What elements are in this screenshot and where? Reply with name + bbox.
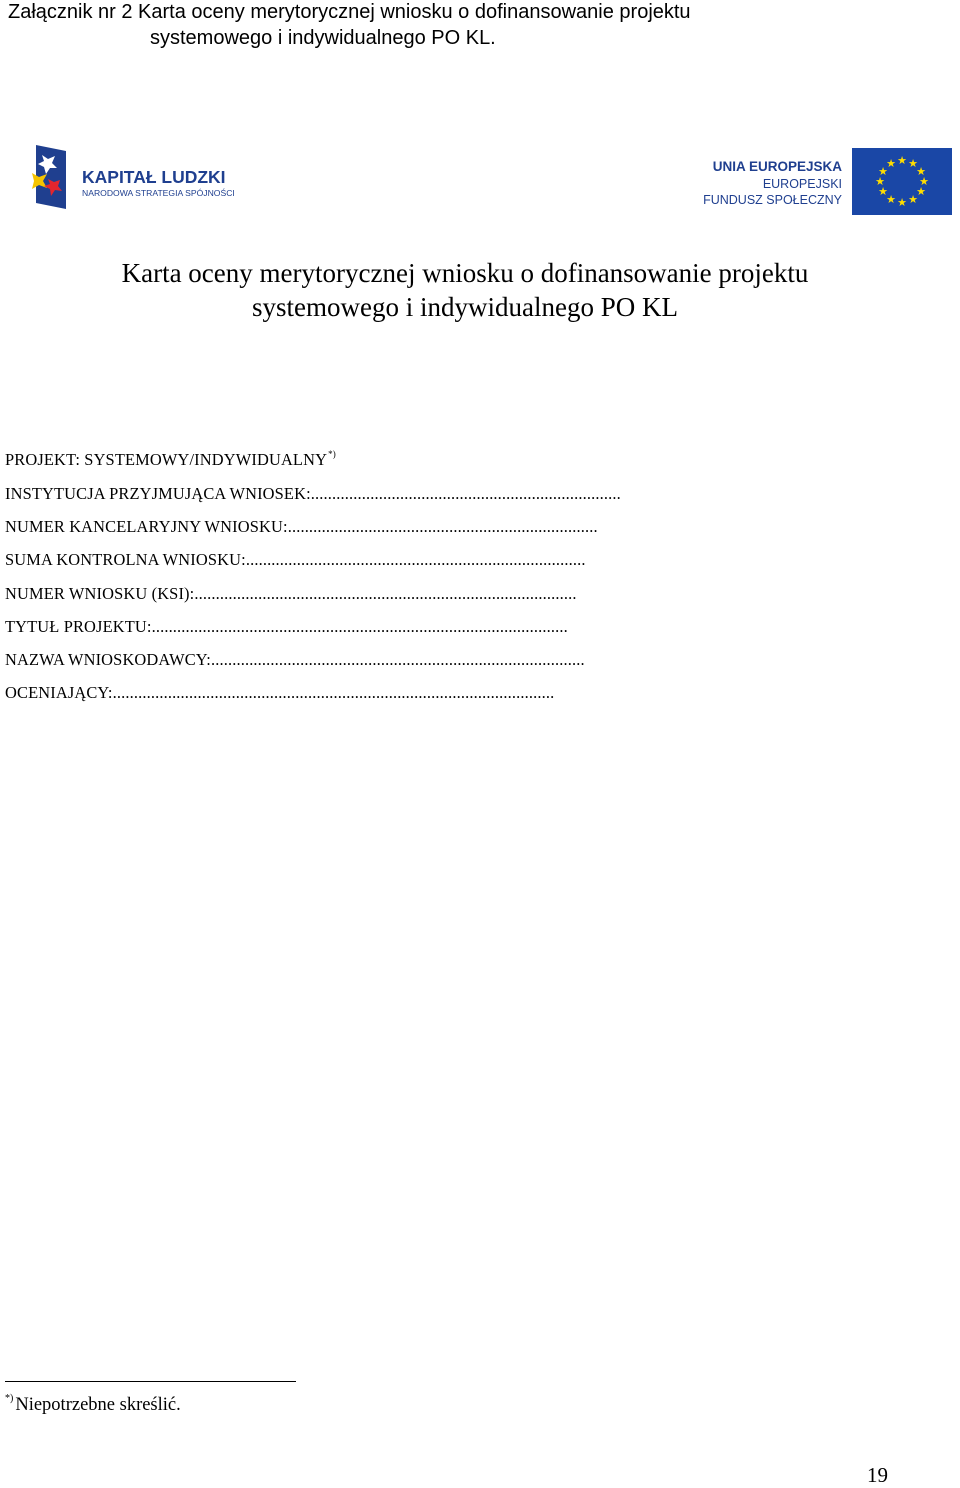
document-title-line-1: Karta oceny merytorycznej wniosku o dofinansowanie projektu [121, 258, 809, 288]
document-title-line-2: systemowego i indywidualnego PO KL [252, 292, 678, 322]
annex-header-line-2: systemowego i indywidualnego PO KL. [150, 27, 496, 49]
kapital-ludzki-logo-name: KAPITAŁ LUDZKI [82, 167, 226, 187]
kapital-ludzki-logo-subtitle: NARODOWA STRATEGIA SPÓJNOŚCI [82, 188, 235, 198]
page-number: 19 [867, 1463, 888, 1487]
footnote-mark: *) [5, 1392, 14, 1404]
ue-logo-line-2: EUROPEJSKI [762, 177, 842, 191]
field-projekt-label: PROJEKT: SYSTEMOWY/INDYWIDUALNY [5, 450, 328, 469]
footnote-reference-mark: *) [328, 448, 336, 459]
svg-text:★: ★ [916, 185, 926, 198]
svg-text:★: ★ [897, 196, 907, 209]
field-nazwa-wnioskodawcy: NAZWA WNIOSKODAWCY:........................................................................................ [5, 650, 585, 669]
field-numer-kancelaryjny: NUMER KANCELARYJNY WNIOSKU:......................................................................... [5, 517, 598, 536]
ue-logo-line-3: FUNDUSZ SPOŁECZNY [703, 193, 842, 207]
svg-text:★: ★ [916, 165, 926, 178]
kapital-ludzki-logo [26, 143, 246, 215]
field-projekt [5, 450, 336, 470]
footnote [5, 1393, 181, 1417]
svg-text:★: ★ [886, 193, 896, 206]
annex-header-line-1: Załącznik nr 2 Karta oceny merytorycznej wniosku o dofinansowanie projektu [8, 1, 691, 23]
svg-text:★: ★ [919, 175, 929, 188]
field-numer-ksi: NUMER WNIOSKU (KSI):.......................................................................................... [5, 584, 577, 603]
svg-text:★: ★ [908, 193, 918, 206]
svg-text:★: ★ [897, 154, 907, 167]
field-instytucja: INSTYTUCJA PRZYJMUJĄCA WNIOSEK:......................................................................... [5, 484, 621, 503]
svg-text:★: ★ [878, 165, 888, 178]
field-oceniajacy: OCENIAJĄCY:........................................................................................................ [5, 683, 555, 702]
eu-flag-icon [852, 148, 952, 215]
footnote-text: Niepotrzebne skreślić. [15, 1395, 181, 1415]
unia-europejska-logo [700, 145, 956, 217]
field-suma-kontrolna: SUMA KONTROLNA WNIOSKU:................................................................................ [5, 550, 586, 569]
svg-text:★: ★ [875, 175, 885, 188]
kapital-ludzki-emblem-icon [32, 145, 66, 209]
field-tytul-projektu: TYTUŁ PROJEKTU:.................................................................................................. [5, 617, 568, 636]
ue-logo-line-1: UNIA EUROPEJSKA [712, 159, 842, 174]
footnote-divider [5, 1381, 296, 1382]
svg-text:★: ★ [886, 157, 896, 170]
svg-text:★: ★ [908, 157, 918, 170]
svg-text:★: ★ [878, 185, 888, 198]
